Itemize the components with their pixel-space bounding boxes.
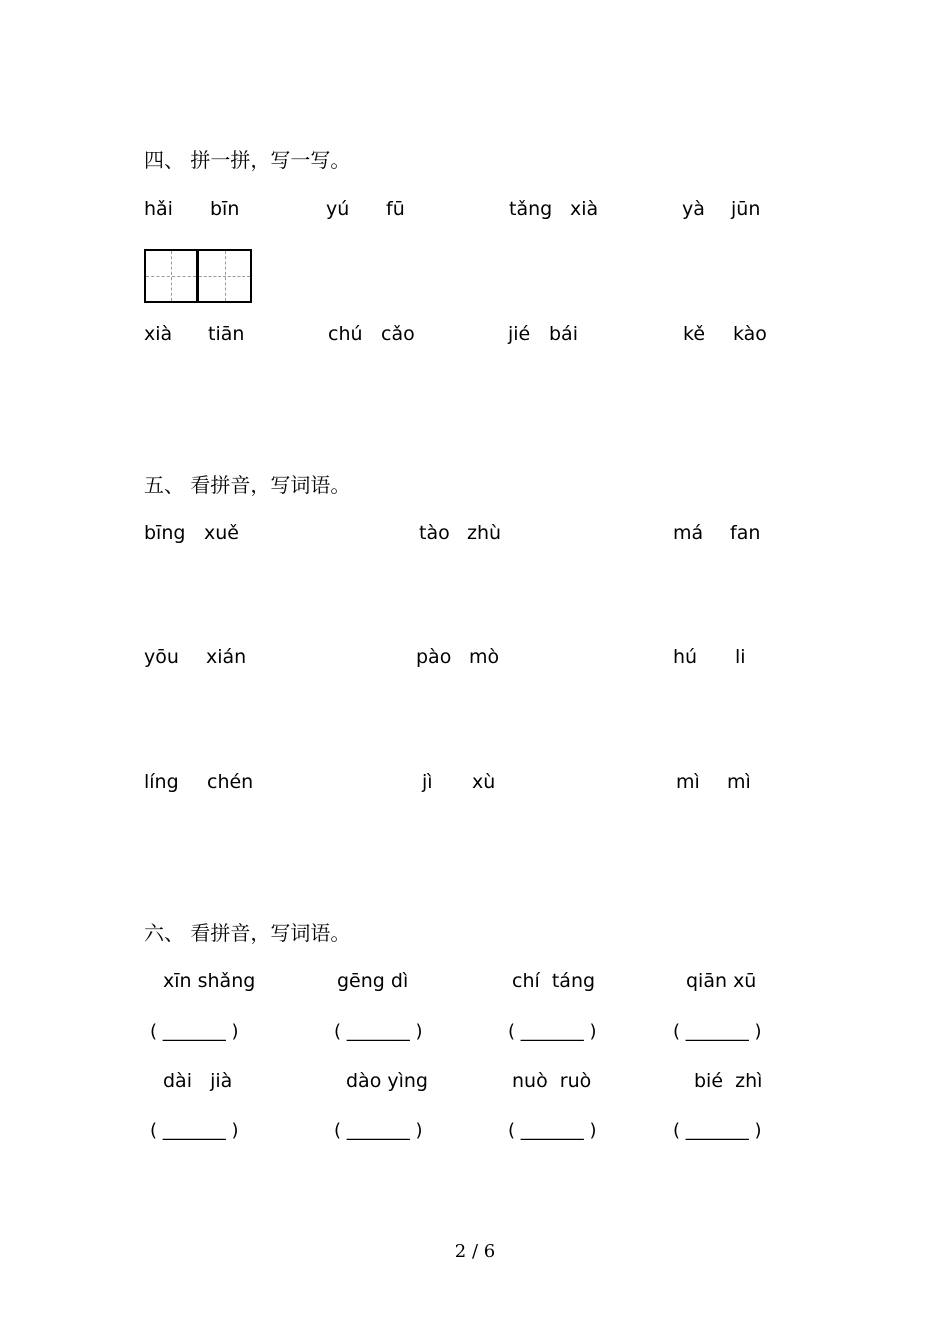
pinyin-syllable: fan	[730, 522, 761, 544]
pinyin-syllable: jūn	[731, 198, 761, 220]
pinyin-syllable: xuě	[204, 522, 239, 544]
pinyin-syllable: pào	[416, 646, 452, 668]
answer-blank[interactable]: ( _______ )	[150, 1120, 239, 1141]
page-number: 2 / 6	[454, 1241, 496, 1262]
writing-grid-box[interactable]	[144, 249, 198, 303]
pinyin-syllable: yà	[682, 198, 705, 220]
pinyin-word: gēng dì	[337, 970, 409, 992]
pinyin-syllable: líng	[144, 771, 179, 793]
answer-blank[interactable]: ( _______ )	[150, 1021, 239, 1042]
pinyin-word: dài jià	[163, 1070, 233, 1092]
section-5-title: 五、 看拼音，写词语。	[144, 473, 351, 497]
pinyin-syllable: jié	[508, 323, 531, 345]
pinyin-word: nuò ruò	[512, 1070, 592, 1092]
pinyin-syllable: tào	[419, 522, 450, 544]
pinyin-syllable: bīng	[144, 522, 186, 544]
pinyin-word: xīn shǎng	[163, 970, 256, 992]
pinyin-syllable: yú	[326, 198, 350, 220]
pinyin-syllable: kào	[733, 323, 767, 345]
pinyin-syllable: má	[673, 522, 704, 544]
pinyin-syllable: li	[735, 646, 746, 668]
answer-blank[interactable]: ( _______ )	[334, 1021, 423, 1042]
pinyin-syllable: zhù	[467, 522, 502, 544]
pinyin-syllable: xià	[570, 198, 599, 220]
pinyin-syllable: bái	[549, 323, 578, 345]
pinyin-syllable: hú	[673, 646, 698, 668]
pinyin-syllable: xù	[472, 771, 496, 793]
pinyin-syllable: fū	[386, 198, 405, 220]
pinyin-syllable: mò	[469, 646, 500, 668]
answer-blank[interactable]: ( _______ )	[508, 1021, 597, 1042]
pinyin-word: qiān xū	[686, 970, 757, 992]
pinyin-syllable: mì	[727, 771, 751, 793]
pinyin-word: chí táng	[512, 970, 596, 992]
answer-blank[interactable]: ( _______ )	[673, 1021, 762, 1042]
pinyin-syllable: chú	[328, 323, 363, 345]
pinyin-syllable: yōu	[144, 646, 179, 668]
pinyin-syllable: cǎo	[381, 323, 415, 345]
pinyin-word: bié zhì	[694, 1070, 763, 1092]
writing-grid-box[interactable]	[198, 249, 252, 303]
section-4-title: 四、 拼一拼，写一写。	[144, 148, 351, 172]
pinyin-syllable: chén	[207, 771, 254, 793]
pinyin-syllable: bīn	[210, 198, 240, 220]
pinyin-syllable: jì	[422, 771, 433, 793]
pinyin-word: dào yìng	[346, 1070, 428, 1092]
answer-blank[interactable]: ( _______ )	[508, 1120, 597, 1141]
pinyin-syllable: hǎi	[144, 198, 173, 220]
answer-blank[interactable]: ( _______ )	[673, 1120, 762, 1141]
pinyin-syllable: tiān	[208, 323, 245, 345]
pinyin-syllable: tǎng	[509, 198, 553, 220]
pinyin-syllable: xián	[206, 646, 247, 668]
answer-blank[interactable]: ( _______ )	[334, 1120, 423, 1141]
pinyin-syllable: mì	[676, 771, 700, 793]
section-6-title: 六、 看拼音，写词语。	[144, 921, 351, 945]
pinyin-syllable: kě	[683, 323, 706, 345]
pinyin-syllable: xià	[144, 323, 173, 345]
